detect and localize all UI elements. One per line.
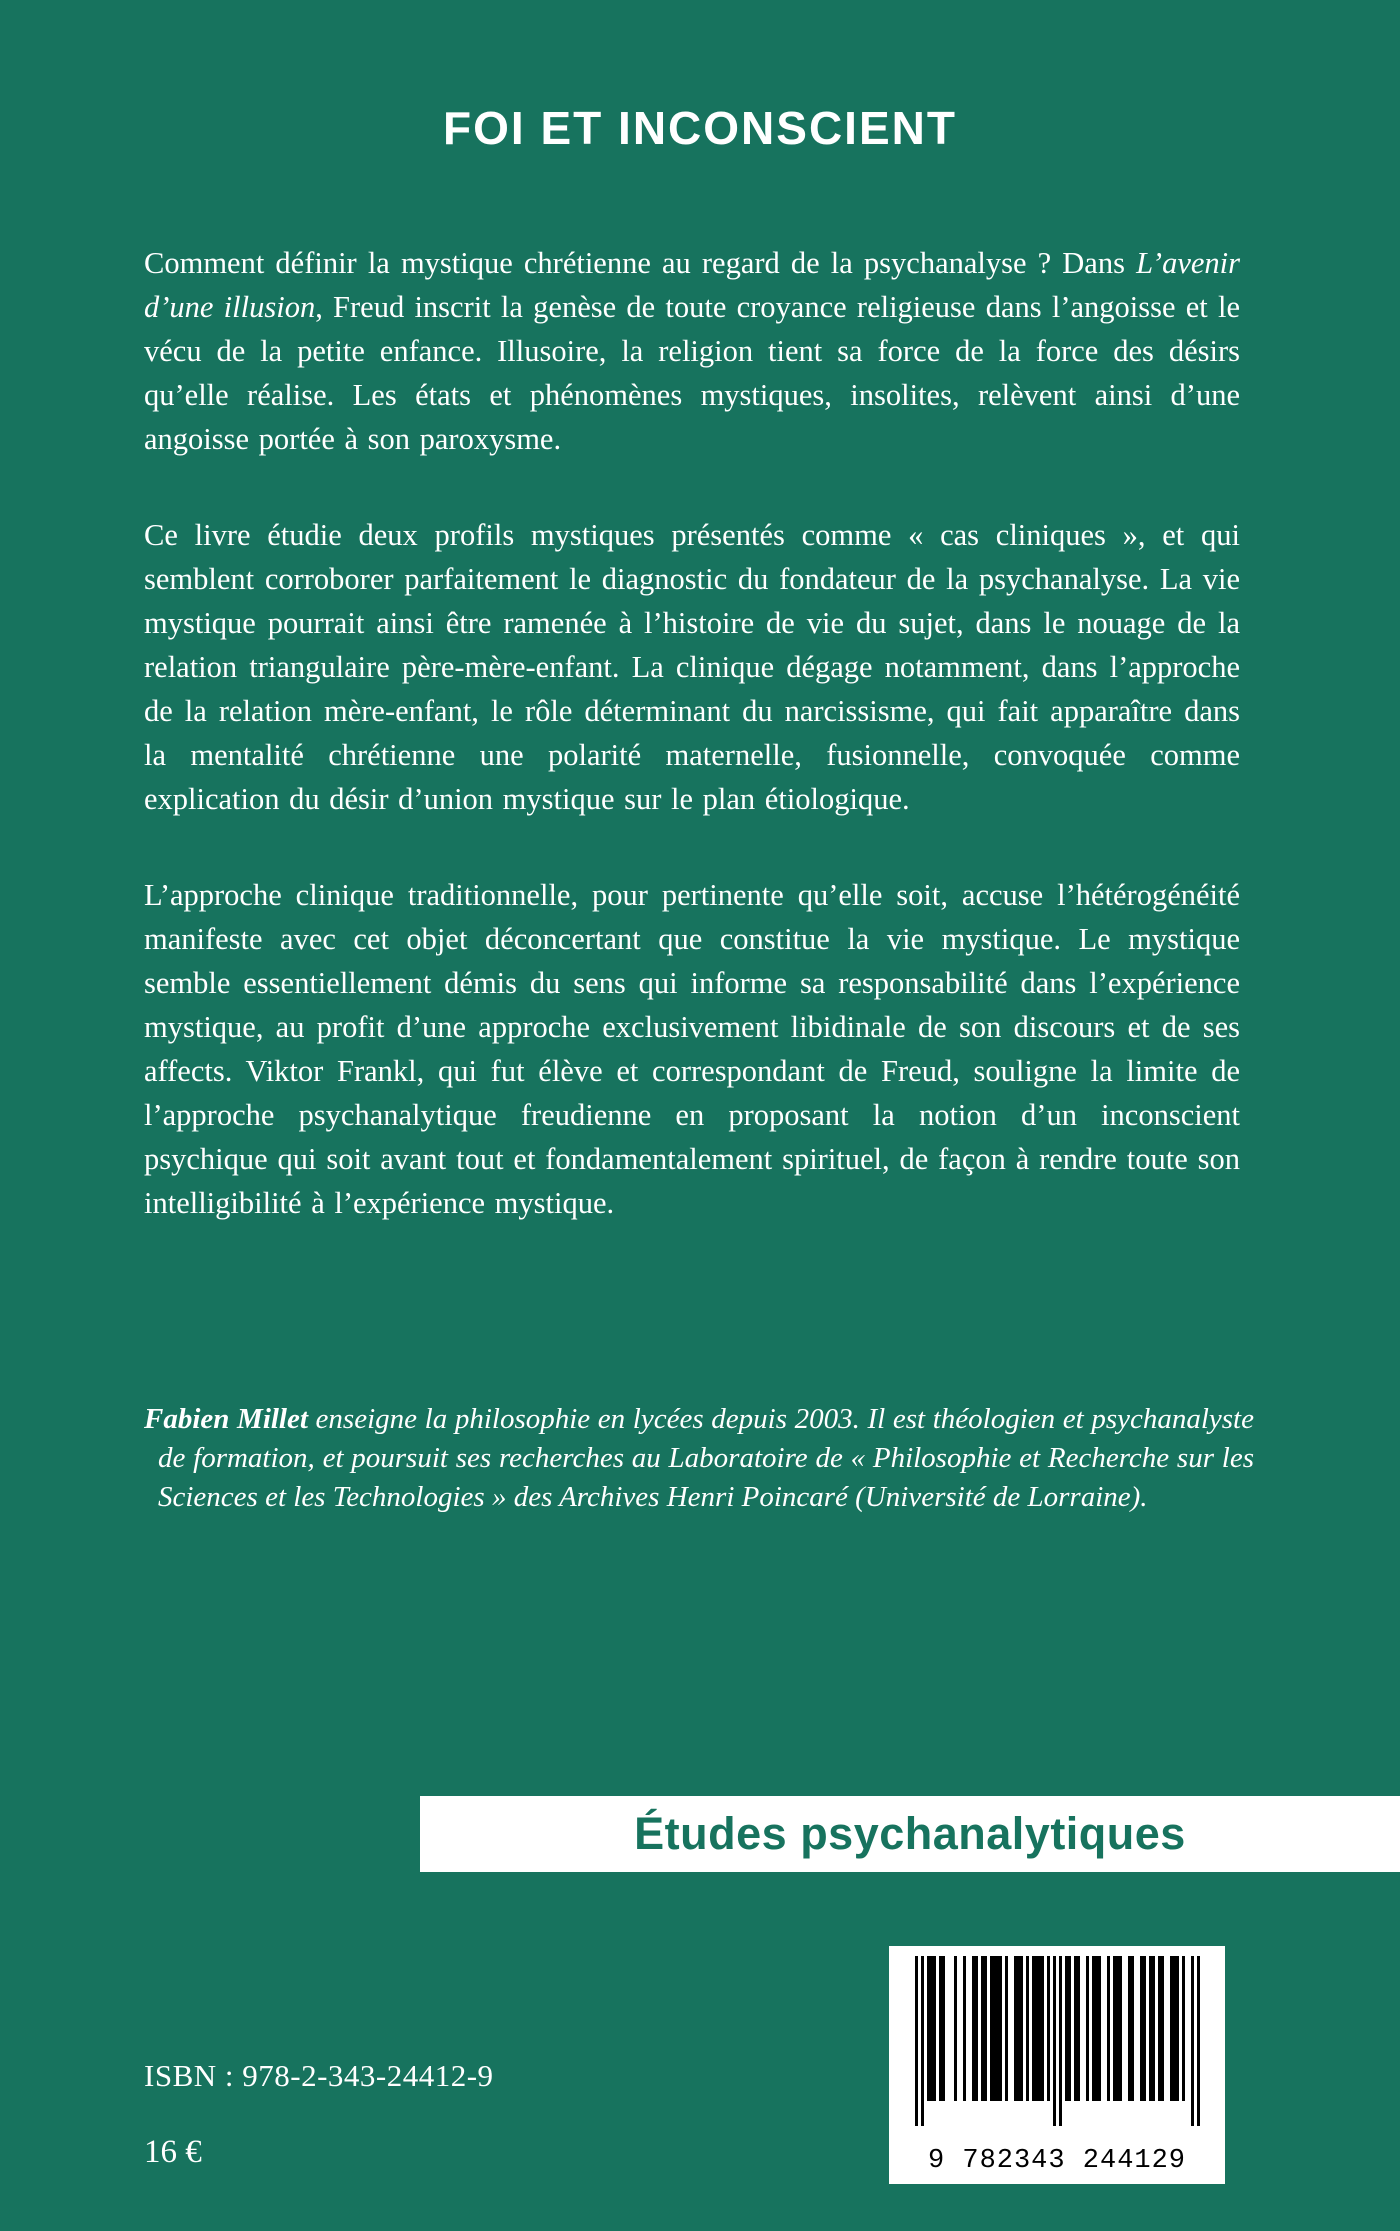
author-bio <box>144 1400 1254 1517</box>
back-cover-text <box>144 241 1240 1225</box>
book-title: FOI ET INCONSCIENT <box>443 102 957 154</box>
paragraph-2: Ce livre étudie deux profils mystiques présentés comme « cas cliniques », et qui semblent corroborer parfaitement le diagnostic du fondateur de la psychanalyse. La vie mystique pourrait ainsi être ramenée à l’histoire de vie du sujet, dans le nouage de la relation triangulaire père-mère-enfant. La clinique dégage notamment, dans l’approche de la relation mère-enfant, le rôle déterminant du narcissisme, qui fait apparaître dans la mentalité chrétienne une polarité maternelle, fusionnelle, convoquée comme explication du désir d’union mystique sur le plan étiologique. <box>144 518 1240 816</box>
author-bio-text: enseigne la philosophie en lycées depuis 2003. Il est théologien et psychanalyste de formation, et poursuit ses recherches au Laboratoire de « Philosophie et Recherche sur les Sciences et les Technologies » des Archives Henri Poincaré (Université de Lorraine). <box>158 1403 1254 1513</box>
paragraph-1 <box>144 241 1240 461</box>
barcode-bars <box>915 1956 1200 2138</box>
barcode <box>889 1946 1225 2184</box>
paragraph-1-text: Comment définir la mystique chrétienne au regard de la psychanalyse ? Dans <box>144 246 1137 280</box>
collection-title: Études psychanalytiques <box>634 1808 1186 1859</box>
isbn: ISBN : 978-2-343-24412-9 <box>144 2058 494 2093</box>
paragraph-1-continued: , Freud inscrit la genèse de toute croyance religieuse dans l’angoisse et le vécu de la petite enfance. Illusoire, la religion tient sa force de la force des désirs qu’elle réalise. Les états et phénomènes mystiques, insolites, relèvent ainsi d’une angoisse portée à son paroxysme. <box>144 290 1240 456</box>
price: 16 € <box>144 2134 202 2170</box>
collection-banner <box>420 1796 1400 1872</box>
author-name: Fabien Millet <box>144 1403 308 1435</box>
book-reference-italic: L’avenir d’une illusion <box>144 246 1240 324</box>
paragraph-3: L’approche clinique traditionnelle, pour pertinente qu’elle soit, accuse l’hétérogénéité manifeste avec cet objet déconcertant que constitue la vie mystique. Le mystique semble essentiellement démis du sens qui informe sa responsabilité dans l’expérience mystique, au profit d’une approche exclusivement libidinale de son discours et de ses affects. Viktor Frankl, qui fut élève et correspondant de Freud, souligne la limite de l’approche psychanalytique freudienne en proposant la notion d’un inconscient psychique qui soit avant tout et fondamentalement spirituel, de façon à rendre toute son intelligibilité à l’expérience mystique. <box>144 878 1240 1220</box>
barcode-number: 9 782343 244129 <box>927 2146 1187 2176</box>
